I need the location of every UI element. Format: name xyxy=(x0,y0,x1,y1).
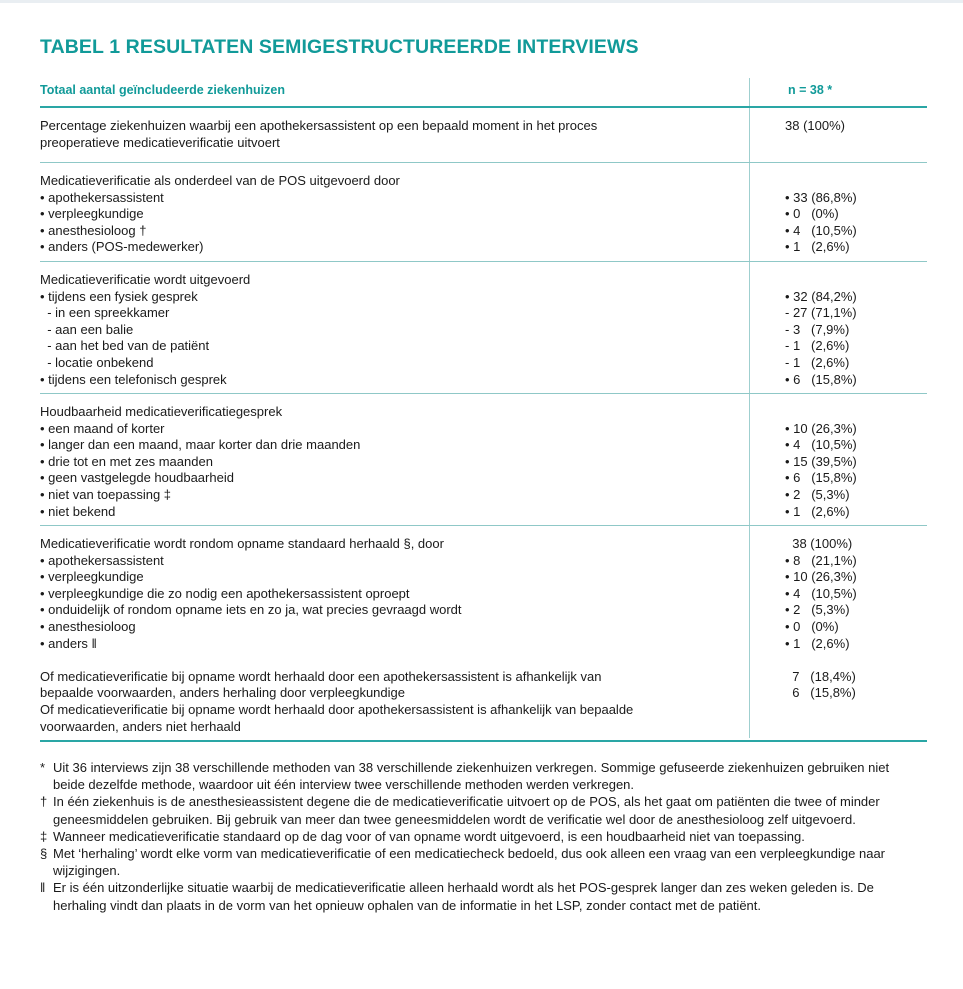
row-value-line: • 4 (10,5%) xyxy=(785,222,857,238)
row-value-line: • 6 (15,8%) xyxy=(785,470,857,486)
row-value-line: • 10 (26,3%) xyxy=(785,420,857,436)
footnote xyxy=(40,845,920,879)
footnote xyxy=(40,828,920,845)
row-value-line: - 27 (71,1%) xyxy=(785,305,857,321)
row-values xyxy=(785,272,925,388)
table-row xyxy=(40,163,927,262)
row-value-line: - 1 (2,6%) xyxy=(785,338,850,354)
row-text-line: • anesthesioloog † xyxy=(40,222,147,238)
footnote-mark: ‡ xyxy=(40,828,48,844)
row-value-line: 38 (100%) xyxy=(785,536,853,551)
row-value-line: • 15 (39,5%) xyxy=(785,453,857,469)
row-description xyxy=(40,404,730,520)
header-count: n = 38 * xyxy=(788,83,833,97)
row-value-line: • 2 (5,3%) xyxy=(785,602,850,618)
row-text-line: • langer dan een maand, maar korter dan drie maanden xyxy=(40,437,361,453)
row-text-line: • verpleegkundige die zo nodig een apothekersassistent oproept xyxy=(40,585,410,601)
row-value-line: • 1 (2,6%) xyxy=(785,635,850,651)
row-value-line: • 6 (15,8%) xyxy=(785,371,857,387)
row-text-line: • verpleegkundige xyxy=(40,569,144,585)
row-values xyxy=(785,118,925,135)
row-text-line: - locatie onbekend xyxy=(40,354,154,370)
row-text-line: - in een spreekkamer xyxy=(40,305,170,321)
row-text-line: • apothekersassistent xyxy=(40,552,164,568)
table-row xyxy=(40,394,927,526)
row-value-line xyxy=(785,702,925,719)
row-values xyxy=(785,173,925,256)
footnote xyxy=(40,759,920,793)
row-text-line: • tijdens een fysiek gesprek xyxy=(40,288,198,304)
header-label: Totaal aantal geïncludeerde ziekenhuizen xyxy=(40,83,285,97)
row-value-line: - 3 (7,9%) xyxy=(785,321,850,337)
row-text-line: Houdbaarheid medicatieverificatiegesprek xyxy=(40,404,283,419)
table-row xyxy=(40,526,927,742)
table-title: TABEL 1 RESULTATEN SEMIGESTRUCTUREERDE INTERVIEWS xyxy=(40,36,639,58)
row-text-line: Percentage ziekenhuizen waarbij een apothekersassistent op een bepaald moment in het proces xyxy=(40,118,598,133)
row-value-line: 38 (100%) xyxy=(785,118,845,133)
footnote-mark: * xyxy=(40,760,46,775)
footnote xyxy=(40,879,920,913)
row-text-line: Medicatieverificatie als onderdeel van de POS uitgevoerd door xyxy=(40,173,400,188)
row-text-line: • tijdens een telefonisch gesprek xyxy=(40,371,227,387)
row-text-line: Medicatieverificatie wordt uitgevoerd xyxy=(40,272,251,287)
footnote-text: Wanneer medicatieverificatie standaard op de dag voor of van opname wordt uitgevoerd, is een houdbaarheid niet van toepassing. xyxy=(53,828,805,844)
row-value-line xyxy=(785,719,925,736)
row-text-line: • onduidelijk of rondom opname iets en zo ja, wat precies gevraagd wordt xyxy=(40,602,462,618)
row-text-line: preoperatieve medicatieverificatie uitvoert xyxy=(40,134,280,150)
footnote-text: In één ziekenhuis is de anesthesieassistent degene die de medicatieverificatie uitvoert op de POS, als het gaat om patiënten die twee of minder geneesmiddelen gebruiken. Bij gebruik van meer dan twee geneesmiddelen wordt de verificatie wel door de anesthesioloog zelf uitgevoerd. xyxy=(53,794,880,827)
footnote-mark: § xyxy=(40,846,48,862)
row-values xyxy=(785,404,925,520)
row-text-line: • een maand of korter xyxy=(40,420,165,436)
row-value-line: • 0 (0%) xyxy=(785,618,839,634)
row-value-line: • 1 (2,6%) xyxy=(785,503,850,519)
row-text-line: • anders (POS-medewerker) xyxy=(40,239,204,255)
row-value-line: - 1 (2,6%) xyxy=(785,354,850,370)
row-description xyxy=(40,173,730,256)
row-description xyxy=(40,272,730,388)
row-text-line: Of medicatieverificatie bij opname wordt herhaald door een apothekersassistent is afhankelijk van xyxy=(40,668,602,684)
footnote-text: Er is één uitzonderlijke situatie waarbij de medicatieverificatie alleen herhaald wordt als het POS-gesprek langer dan zes weken geleden is. De herhaling vindt dan plaats in de vorm van het opnieuw ophalen van de informatie in het LSP, zonder contact met de patiënt. xyxy=(53,880,874,913)
row-text-line: Medicatieverificatie wordt rondom opname standaard herhaald §, door xyxy=(40,536,444,551)
footnotes xyxy=(40,759,920,914)
footnote-mark: † xyxy=(40,794,48,810)
table-row xyxy=(40,108,927,163)
footnote xyxy=(40,793,920,827)
footnote-mark: ‖ xyxy=(40,880,46,896)
results-table xyxy=(40,78,927,742)
row-value-line xyxy=(785,404,925,421)
row-text-line: • apothekersassistent xyxy=(40,189,164,205)
row-value-line xyxy=(785,652,925,669)
row-value-line xyxy=(785,272,925,289)
row-text-line: bepaalde voorwaarden, anders herhaling door verpleegkundige xyxy=(40,685,405,701)
table-body xyxy=(40,108,927,742)
row-text-line: voorwaarden, anders niet herhaald xyxy=(40,718,241,734)
top-border xyxy=(0,0,963,3)
row-text-line: • niet bekend xyxy=(40,503,116,519)
row-value-line xyxy=(785,173,925,190)
row-text-line: - aan een balie xyxy=(40,321,134,337)
row-value-line: • 4 (10,5%) xyxy=(785,437,857,453)
table-row xyxy=(40,262,927,394)
row-text-line xyxy=(40,652,730,669)
row-description xyxy=(40,118,730,151)
row-text-line: • verpleegkundige xyxy=(40,206,144,222)
row-text-line: Of medicatieverificatie bij opname wordt herhaald door apothekersassistent is afhankelijk van bepaalde xyxy=(40,701,634,717)
row-description xyxy=(40,536,730,735)
footnote-text: Uit 36 interviews zijn 38 verschillende methoden van 38 verschillende ziekenhuizen verkregen. Sommige gefuseerde ziekenhuizen gebruiken niet beide dezelfde methode, waardoor uit één interview twee verschillende methoden werden verkregen. xyxy=(53,760,890,793)
row-value-line: • 4 (10,5%) xyxy=(785,585,857,601)
row-value-line: • 0 (0%) xyxy=(785,206,839,222)
row-value-line: 6 (15,8%) xyxy=(785,685,856,701)
footnote-text: Met ‘herhaling’ wordt elke vorm van medicatieverificatie of een medicatiecheck bedoeld, dus ook alleen een vraag van een verpleegkundige naar wijzigingen. xyxy=(53,846,886,879)
row-value-line: • 33 (86,8%) xyxy=(785,189,857,205)
row-value-line: • 2 (5,3%) xyxy=(785,486,850,502)
row-text-line: - aan het bed van de patiënt xyxy=(40,338,210,354)
table-header xyxy=(40,78,927,108)
row-value-line: • 32 (84,2%) xyxy=(785,288,857,304)
row-text-line: • anders ‖ xyxy=(40,635,97,651)
row-text-line: • niet van toepassing ‡ xyxy=(40,486,172,502)
row-text-line: • drie tot en met zes maanden xyxy=(40,453,213,469)
row-value-line: • 8 (21,1%) xyxy=(785,552,857,568)
row-values xyxy=(785,536,925,735)
row-text-line: • geen vastgelegde houdbaarheid xyxy=(40,470,234,486)
row-value-line: • 1 (2,6%) xyxy=(785,239,850,255)
row-value-line: • 10 (26,3%) xyxy=(785,569,857,585)
row-value-line: 7 (18,4%) xyxy=(785,668,856,684)
row-text-line: • anesthesioloog xyxy=(40,618,136,634)
